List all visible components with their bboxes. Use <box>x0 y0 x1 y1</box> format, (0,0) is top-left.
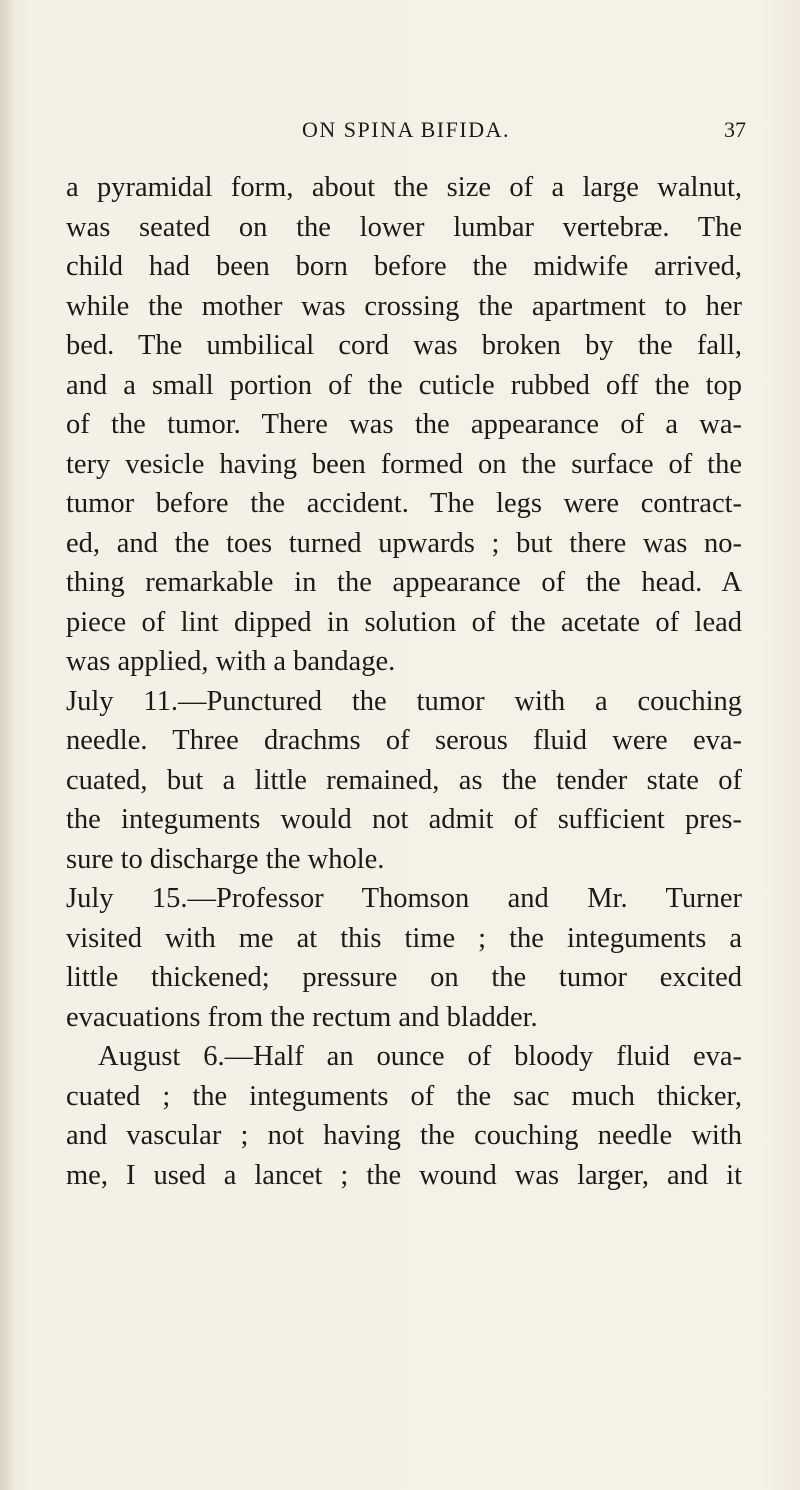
text-line: cuated ; the integuments of the sac much thicker, <box>66 1080 742 1112</box>
text-line: August 6.—Half an ounce of bloody fluid eva- <box>98 1041 742 1072</box>
text-line: was seated on the lower lumbar vertebræ. The <box>66 211 742 243</box>
text-line: me, I used a lancet ; the wound was larger, and it <box>66 1159 742 1191</box>
text-line: of the tumor. There was the appearance of a wa- <box>66 409 742 440</box>
text-line: and vascular ; not having the couching needle with <box>66 1120 742 1151</box>
text-line: piece of lint dipped in solution of the acetate of lead <box>66 606 742 638</box>
text-line: child had been born before the midwife arrived, <box>66 251 742 282</box>
text-line: tery vesicle having been formed on the surface of the <box>66 448 742 480</box>
text-line: tumor before the accident. The legs were contract- <box>66 488 742 519</box>
text-line: evacuations from the rectum and bladder. <box>66 1001 538 1033</box>
page-number: 37 <box>724 117 746 142</box>
text-line: while the mother was crossing the apartment to her <box>66 290 742 322</box>
text-line: July 15.—Professor Thomson and Mr. Turner <box>66 883 742 914</box>
text-line: and a small portion of the cuticle rubbed off the top <box>66 369 742 401</box>
spine-shadow <box>0 0 14 1490</box>
text-line: ed, and the toes turned upwards ; but there was no- <box>66 527 742 559</box>
running-title: ON SPINA BIFIDA. <box>302 117 510 142</box>
text-line: cuated, but a little remained, as the tender state of <box>66 764 742 796</box>
text-line: needle. Three drachms of serous fluid were eva- <box>66 725 742 756</box>
text-line: July 11.—Punctured the tumor with a couching <box>66 685 742 717</box>
text-line: thing remarkable in the appearance of the head. A <box>66 567 742 598</box>
text-line: sure to discharge the whole. <box>66 843 385 875</box>
text-line: visited with me at this time ; the integuments a <box>66 922 742 954</box>
text-line: the integuments would not admit of sufficient pres- <box>66 804 742 835</box>
running-head <box>66 117 746 147</box>
text-line: bed. The umbilical cord was broken by the fall, <box>66 330 742 361</box>
text-line: a pyramidal form, about the size of a large walnut, <box>66 172 742 203</box>
text-line: little thickened; pressure on the tumor excited <box>66 962 742 993</box>
text-line: was applied, with a bandage. <box>66 646 396 677</box>
body-text <box>66 168 742 1195</box>
